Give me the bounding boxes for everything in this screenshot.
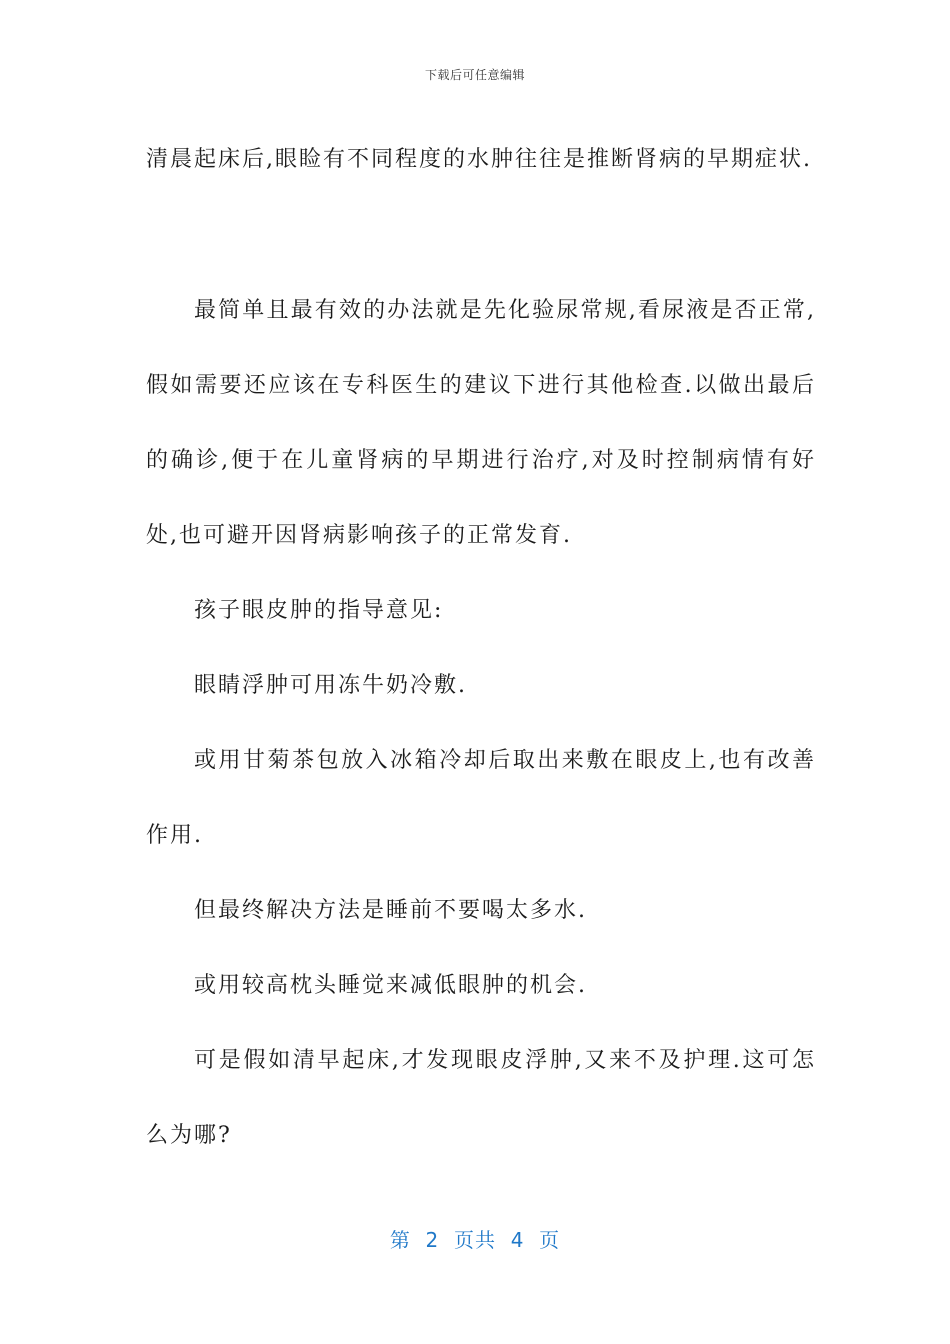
paragraph-chamomile-tea: 或用甘菊茶包放入冰箱冷却后取出来敷在眼皮上,也有改善作用. [146, 748, 816, 848]
document-body [146, 122, 816, 1173]
page-footer [0, 1224, 950, 1253]
paragraph-less-water: 但最终解决方法是睡前不要喝太多水. [194, 898, 587, 923]
paragraph-early-symptom: 清晨起床后,眼睑有不同程度的水肿往往是推断肾病的早期症状. [146, 147, 812, 172]
paragraph-guidance-heading: 孩子眼皮肿的指导意见: [194, 598, 444, 623]
paragraph-higher-pillow: 或用较高枕头睡觉来减低眼肿的机会. [194, 973, 587, 998]
paragraph-spacer [146, 197, 816, 273]
paragraph-cold-milk: 眼睛浮肿可用冻牛奶冷敷. [194, 673, 467, 698]
page-number-text: 第 2 页共 4 页 [389, 1228, 561, 1252]
paragraph-question: 可是假如清早起床,才发现眼皮浮肿,又来不及护理.这可怎么为哪? [146, 1048, 816, 1148]
paragraph-urine-test: 最简单且最有效的办法就是先化验尿常规,看尿液是否正常,假如需要还应该在专科医生的建议下进行其他检查.以做出最后的确诊,便于在儿童肾病的早期进行治疗,对及时控制病情有好处,也可避开因肾病影响孩子的正常发育. [146, 298, 816, 548]
header-note: 下载后可任意编辑 [424, 68, 525, 82]
